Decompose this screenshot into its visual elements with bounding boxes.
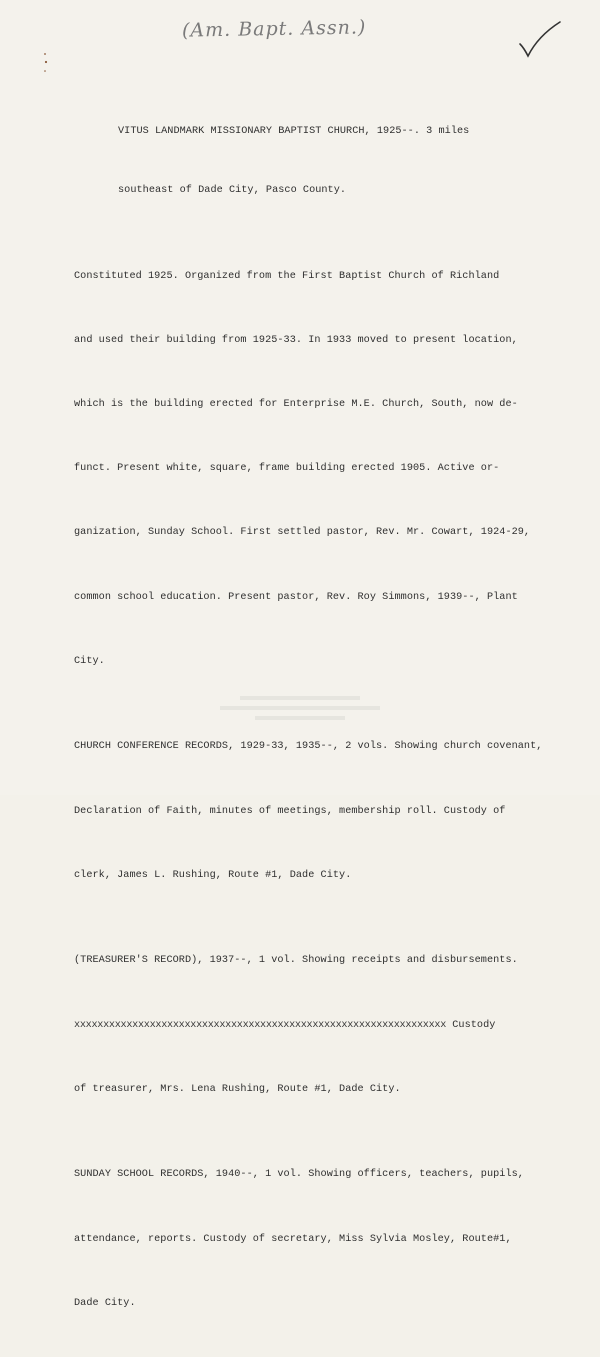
history-line: City.	[74, 655, 105, 667]
conference-records-line: clerk, James L. Rushing, Route #1, Dade City.	[74, 869, 352, 881]
treasurer-record-line: of treasurer, Mrs. Lena Rushing, Route #1, Dade City.	[74, 1083, 401, 1095]
sunday-school-records-line: Dade City.	[74, 1297, 136, 1309]
church-heading: VITUS LANDMARK MISSIONARY BAPTIST CHURCH, 1925--. 3 miles	[118, 125, 470, 137]
treasurer-strikeout-line	[74, 1015, 544, 1036]
history-line: which is the building erected for Enterprise M.E. Church, South, now de-	[74, 399, 518, 411]
sunday-school-records-line: attendance, reports. Custody of secretary, Miss Sylvia Mosley, Route#1,	[74, 1233, 512, 1245]
conference-records-line: CHURCH CONFERENCE RECORDS, 1929-33, 1935--, 2 vols. Showing church covenant,	[74, 741, 543, 753]
history-line: ganization, Sunday School. First settled pastor, Rev. Mr. Cowart, 1924-29,	[74, 527, 531, 539]
treasurer-record-line: (TREASURER'S RECORD), 1937--, 1 vol. Showing receipts and disbursements.	[74, 955, 518, 967]
checkmark-icon	[514, 18, 564, 62]
handwritten-annotation: (Am. Bapt. Assn.)	[181, 16, 367, 42]
history-line: and used their building from 1925-33. In 1933 moved to present location,	[74, 334, 518, 346]
margin-marks	[40, 50, 52, 80]
history-line: funct. Present white, square, frame building erected 1905. Active or-	[74, 463, 500, 475]
conference-records-line: Declaration of Faith, minutes of meetings, membership roll. Custody of	[74, 805, 506, 817]
sunday-school-records-line: SUNDAY SCHOOL RECORDS, 1940--, 1 vol. Showing officers, teachers, pupils,	[74, 1169, 524, 1181]
history-line: Constituted 1925. Organized from the First Baptist Church of Richland	[74, 270, 500, 282]
history-line: common school education. Present pastor, Rev. Roy Simmons, 1939--, Plant	[74, 591, 518, 603]
treasurer-custody-label: Custody	[452, 1019, 496, 1031]
bleed-through	[200, 690, 400, 750]
struck-text: xxxxxxxxxxxxxxxxxxxxxxxxxxxxxxxxxxxxxxxxxxxxxxxxxxxxxxxxxxxxxxxx	[74, 1019, 447, 1031]
church-location: southeast of Dade City, Pasco County.	[118, 185, 347, 197]
